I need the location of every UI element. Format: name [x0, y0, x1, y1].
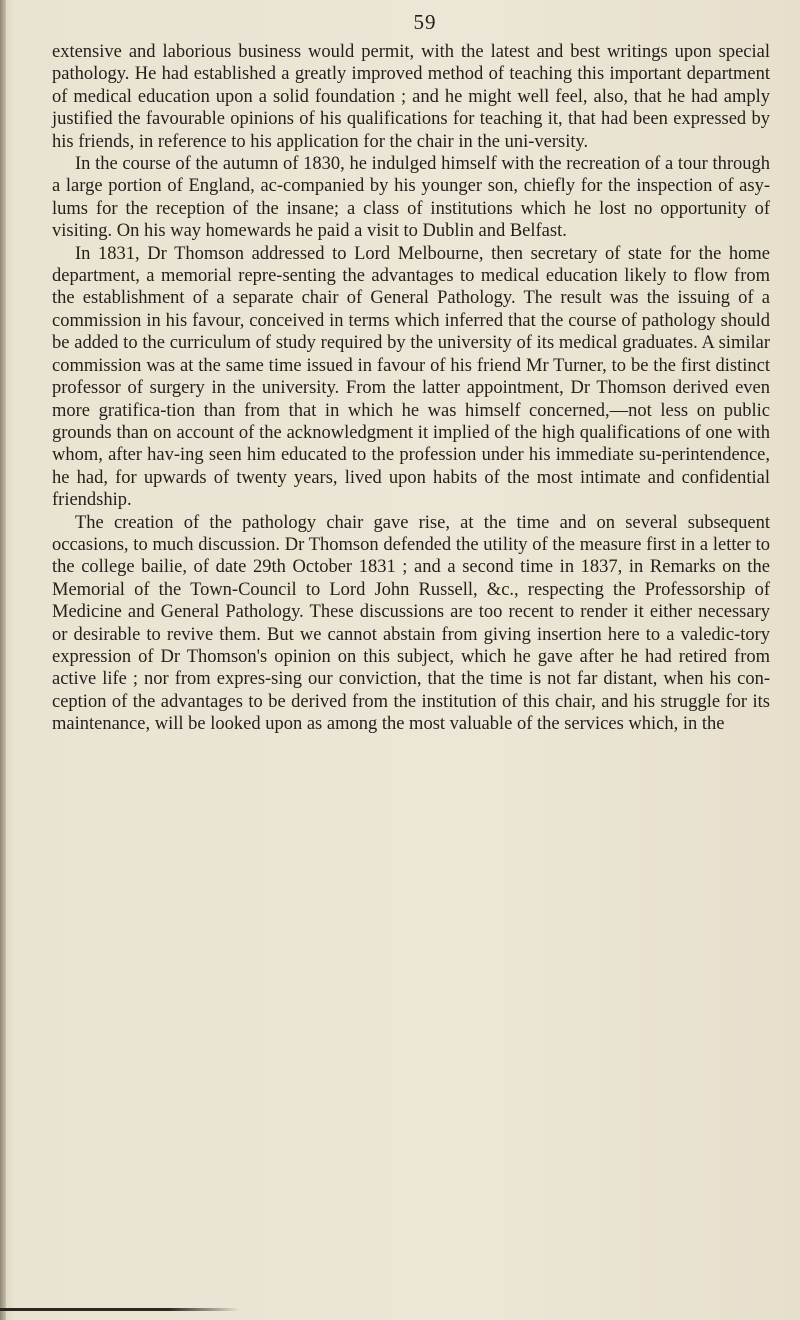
paragraph-4: The creation of the pathology chair gave rise, at the time and on several subsequent occasions, to much discussion. Dr Thomson defended the utility of the measure first in a letter to the college bailie, of date 29th October 1831 ; and a second time in 1837, in Remarks on the Memorial of the Town-Council to Lord John Russell, &c., respecting the Professorship of Medicine and General Pathology. These discussions are too recent to render it either necessary or desirable to revive them. But we cannot abstain from giving insertion here to a valedic-tory expression of Dr Thomson's opinion on this subject, which he gave after he had retired from active life ; nor from expres-sing our conviction, that the time is not far distant, when his con-ception of the advantages to be derived from the institution of this chair, and his struggle for its maintenance, will be looked upon as among the most valuable of the services which, in the: [52, 512, 770, 735]
bottom-edge-shadow: [0, 1308, 240, 1311]
page-binding-edge: [0, 0, 6, 1320]
paragraph-2: In the course of the autumn of 1830, he indulged himself with the recreation of a tour through a large portion of England, ac-companied by his younger son, chiefly for the inspection of asy-lums for the reception of the insane; a class of institutions which he lost no opportunity of visiting. On his way homewards he paid a visit to Dublin and Belfast.: [52, 154, 770, 242]
paragraph-3: In 1831, Dr Thomson addressed to Lord Melbourne, then secretary of state for the home department, a memorial repre-senting the advantages to medical education likely to flow from the establishment of a separate chair of General Pathology. The result was the issuing of a commission in his favour, conceived in terms which inferred that the course of pathology should be added to the curriculum of study required by the university of its medical graduates. A similar commission was at the same time issued in favour of his friend Mr Turner, to be the first distinct professor of surgery in the university. From the latter appointment, Dr Thomson derived even more gratifica-tion than from that in which he was himself concerned,—not less on public grounds than on account of the acknowledgment it implied of the high qualifications of one with whom, after hav-ing seen him educated to the profession under his immediate su-perintendence, he had, for upwards of twenty years, lived upon habits of the most intimate and confidential friendship.: [52, 243, 770, 511]
paragraph-1: extensive and laborious business would permit, with the latest and best writings upon special pathology. He had established a greatly improved method of teaching this important department of medical education upon a solid foundation ; and he might well feel, also, that he had amply justified the favourable opinions of his qualifications for teaching it, that had been expressed by his friends, in reference to his application for the chair in the uni-versity.: [52, 42, 770, 152]
page-number: 59: [413, 10, 437, 34]
body-text: [52, 41, 770, 736]
